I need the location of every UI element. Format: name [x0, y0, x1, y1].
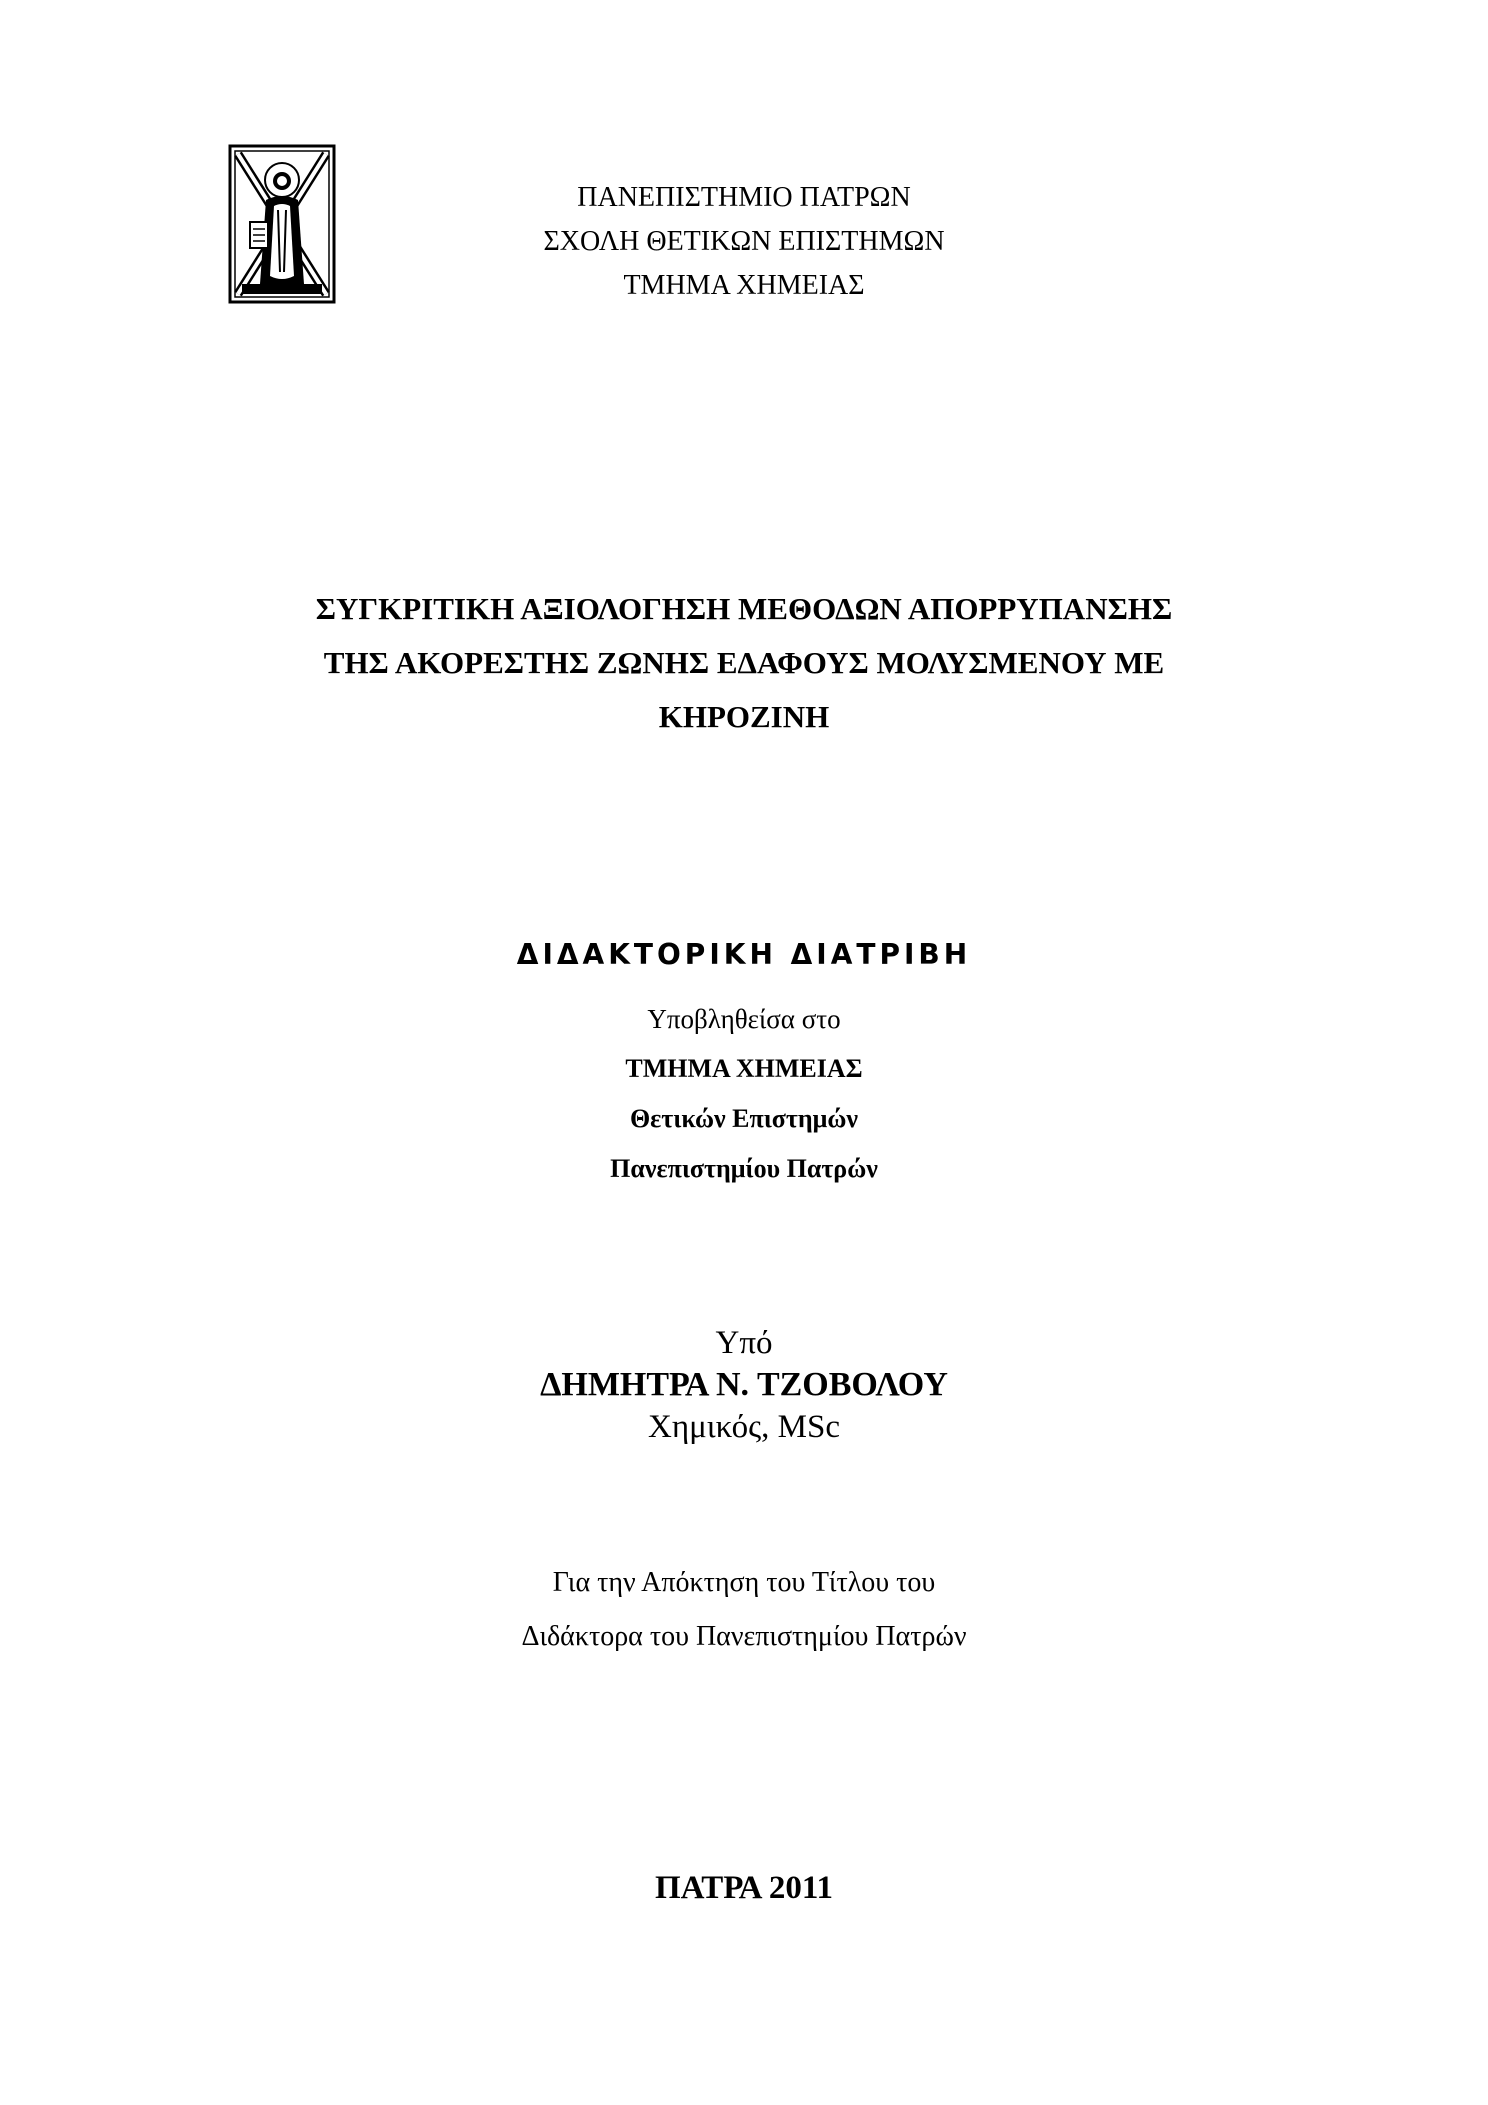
purpose-line-2: Διδάκτορα του Πανεπιστημίου Πατρών [521, 1621, 967, 1652]
submitted-department: ΤΜΗΜΑ ΧΗΜΕΙΑΣ [625, 1054, 863, 1083]
degree-purpose [0, 1556, 1488, 1664]
institution-header [0, 176, 1488, 308]
submitted-university: Πανεπιστημίου Πατρών [610, 1154, 878, 1183]
submitted-to-label: Υποβληθείσα στο [647, 1004, 841, 1034]
author-title: Χημικός, MSc [648, 1409, 840, 1445]
university-name: ΠΑΝΕΠΙΣΤΗΜΙΟ ΠΑΤΡΩΝ [577, 182, 911, 213]
title-line-3: ΚΗΡΟΖΙΝΗ [658, 699, 830, 734]
place-and-year: ΠΑΤΡΑ 2011 [654, 1870, 834, 1906]
department-name: ΤΜΗΜΑ ΧΗΜΕΙΑΣ [623, 270, 865, 301]
title-line-1: ΣΥΓΚΡΙΤΙΚΗ ΑΞΙΟΛΟΓΗΣΗ ΜΕΘΟΔΩΝ ΑΠΟΡΡΥΠΑΝΣΗΣ [315, 591, 1173, 626]
title-line-2: ΤΗΣ ΑΚΟΡΕΣΤΗΣ ΖΩΝΗΣ ΕΔΑΦΟΥΣ ΜΟΛΥΣΜΕΝΟΥ ΜΕ [323, 645, 1165, 680]
author-block [0, 1322, 1488, 1448]
submitted-sciences: Θετικών Επιστημών [629, 1104, 859, 1133]
thesis-title [0, 582, 1488, 744]
thesis-type: ΔΙΔΑΚΤΟΡΙΚΗ ΔΙΑΤΡΙΒΗ [516, 938, 972, 971]
author-by-label: Υπό [715, 1325, 773, 1361]
submission-block [0, 994, 1488, 1194]
author-name: ΔΗΜΗΤΡΑ Ν. ΤΖΟΒΟΛΟΥ [540, 1366, 948, 1403]
school-name: ΣΧΟΛΗ ΘΕΤΙΚΩΝ ΕΠΙΣΤΗΜΩΝ [543, 226, 945, 257]
purpose-line-1: Για την Απόκτηση του Τίτλου του [552, 1567, 936, 1598]
